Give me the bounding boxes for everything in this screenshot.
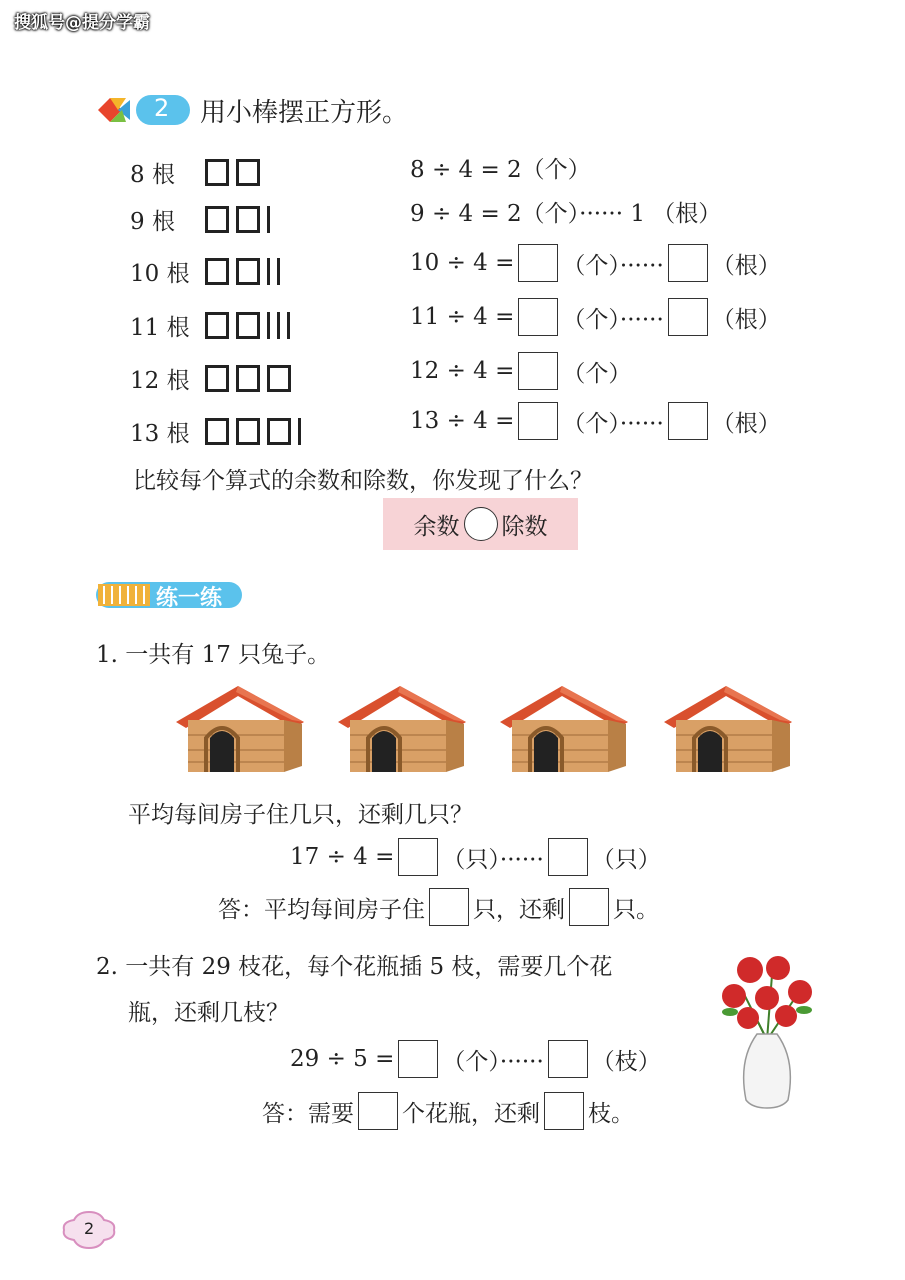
stick-row-12	[130, 355, 298, 401]
q1-equation: 17 ÷ 4 = （只）······ （只）	[290, 838, 661, 876]
answer-box[interactable]	[358, 1092, 398, 1130]
equation-9: 9 ÷ 4 = 2（个）······ 1 （根）	[410, 200, 722, 227]
q1-answer: 答：平均每间房子住 只，还剩 只。	[218, 888, 659, 926]
question: 比较每个算式的余数和除数，你发现了什么？	[133, 468, 593, 494]
q2-equation: 29 ÷ 5 = （个）······ （枝）	[290, 1040, 661, 1078]
dog-house-icon	[500, 686, 628, 772]
section-badge	[96, 92, 192, 132]
section-title: 用小棒摆正方形。	[200, 98, 409, 128]
row-count: 10 根	[130, 260, 190, 287]
dog-house-icon	[664, 686, 792, 772]
watermark: 搜狐号@提分学霸	[14, 13, 150, 33]
answer-box[interactable]	[518, 244, 558, 282]
row-count: 8 根	[130, 161, 175, 188]
practice-header	[96, 580, 242, 610]
answer-box[interactable]	[548, 838, 588, 876]
dog-house-icon	[338, 686, 466, 772]
row-count: 12 根	[130, 367, 190, 394]
practice-title: 练一练	[156, 586, 223, 611]
row-count: 9 根	[130, 208, 175, 235]
equation-13: 13 ÷ 4 = （个）······ （根）	[410, 398, 781, 444]
answer-box[interactable]	[429, 888, 469, 926]
q1-title: 1. 一共有 17 只兔子。	[96, 642, 331, 668]
q2-line1: 2. 一共有 29 枝花，每个花瓶插 5 枝，需要几个花	[96, 954, 613, 980]
answer-box[interactable]	[569, 888, 609, 926]
answer-box[interactable]	[518, 402, 558, 440]
answer-box[interactable]	[398, 838, 438, 876]
page-number: 2	[84, 1219, 95, 1238]
stick-row-11	[130, 302, 297, 348]
equation-8: 8 ÷ 4 = 2（个）	[410, 156, 591, 183]
abacus-icon	[98, 584, 150, 606]
answer-box[interactable]	[518, 352, 558, 390]
section-number: 2	[154, 94, 170, 122]
q2-line2: 瓶，还剩几枝？	[128, 1000, 289, 1026]
equation-11: 11 ÷ 4 = （个）······ （根）	[410, 294, 781, 340]
answer-box[interactable]	[548, 1040, 588, 1078]
compare-circle[interactable]	[464, 507, 498, 541]
page-number-badge	[60, 1210, 118, 1250]
stick-row-13	[130, 408, 308, 454]
equation-12: 12 ÷ 4 = （个）	[410, 348, 631, 394]
stick-row-8	[130, 149, 267, 195]
compare-box: 余数 除数	[383, 498, 578, 550]
answer-box[interactable]	[668, 402, 708, 440]
dog-house-icon	[176, 686, 304, 772]
answer-box[interactable]	[518, 298, 558, 336]
equation-10: 10 ÷ 4 = （个）······ （根）	[410, 240, 781, 286]
answer-box[interactable]	[544, 1092, 584, 1130]
q1-subquestion: 平均每间房子住几只，还剩几只？	[128, 802, 473, 828]
row-count: 11 根	[130, 314, 190, 341]
answer-box[interactable]	[668, 298, 708, 336]
answer-box[interactable]	[398, 1040, 438, 1078]
row-count: 13 根	[130, 420, 190, 447]
flower-vase-icon	[712, 950, 822, 1110]
q2-answer: 答：需要 个花瓶，还剩 枝。	[262, 1092, 634, 1130]
stick-row-9	[130, 196, 277, 242]
stick-row-10	[130, 248, 287, 294]
house-row	[172, 680, 812, 780]
answer-box[interactable]	[668, 244, 708, 282]
